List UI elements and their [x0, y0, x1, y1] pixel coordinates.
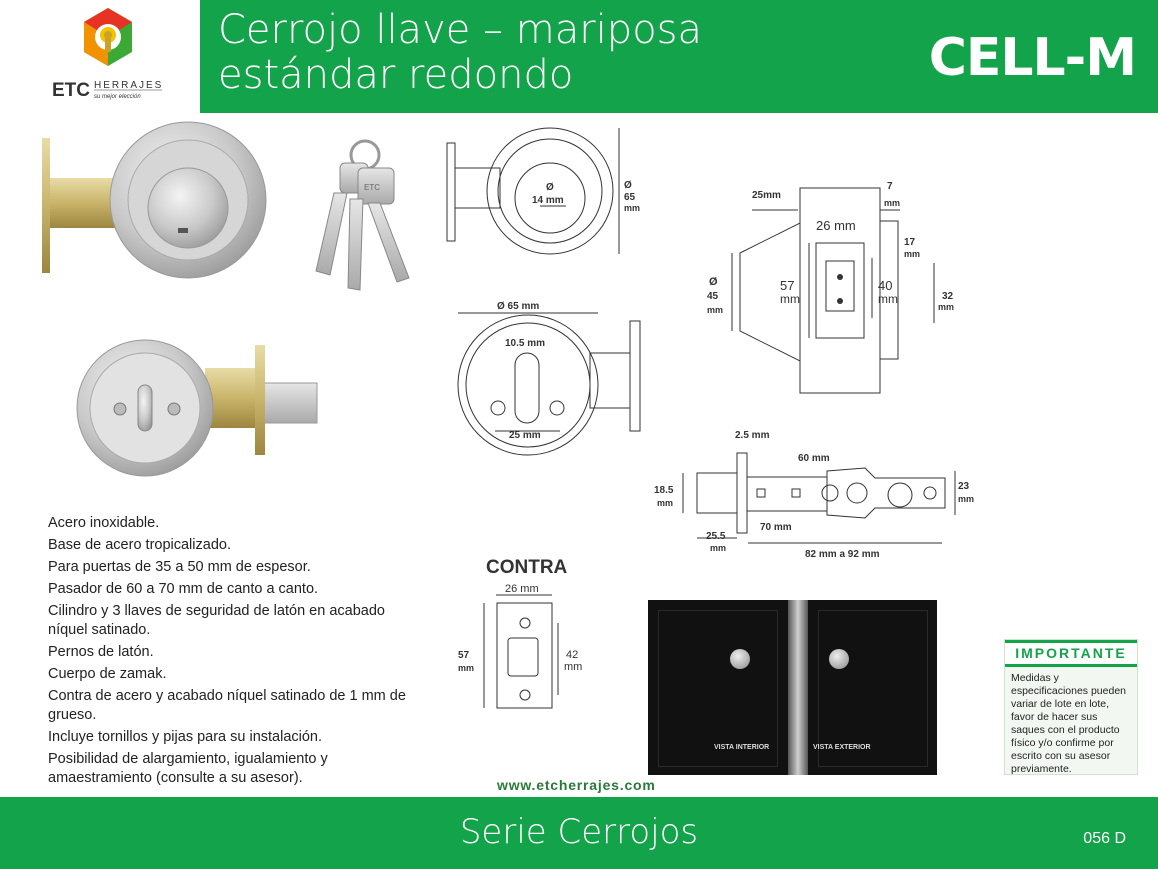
logo-area	[0, 0, 200, 113]
contra-42: 42	[566, 649, 579, 661]
side-7-mm: mm	[884, 198, 901, 208]
website-link[interactable]: www.etcherrajes.com	[497, 777, 656, 793]
feature-list	[48, 514, 428, 791]
contra-26: 26 mm	[505, 583, 539, 595]
side-40-mm: mm	[878, 292, 898, 306]
side-25mm: 25mm	[752, 190, 781, 201]
page-number: 056 D	[1083, 830, 1126, 847]
important-notice	[1004, 639, 1138, 775]
contra-57: 57	[458, 650, 470, 661]
side-hole-2	[837, 298, 843, 304]
side-45: 45	[707, 291, 719, 302]
feature-item: Contra de acero y acabado níquel satinado de 1 mm de grueso.	[48, 688, 406, 723]
feature-item: Acero inoxidable.	[48, 515, 160, 531]
bolt-2-5: 2.5 mm	[735, 430, 770, 441]
front-inner-14: 14 mm	[532, 195, 564, 206]
door-photo	[648, 600, 937, 775]
contra-title: CONTRA	[486, 557, 568, 578]
feature-item: Pasador de 60 a 70 mm de canto a canto.	[48, 581, 319, 597]
logo-sub: HERRAJES	[94, 80, 164, 91]
front-65-mm: mm	[624, 203, 641, 213]
feature-item: Base de acero tropicalizado.	[48, 537, 231, 553]
logo-tagline: su mejor elección	[94, 94, 141, 100]
title-line-1: Cerrojo llave – mariposa	[218, 7, 703, 53]
bolt-18-5-mm: mm	[657, 498, 674, 508]
bolt-82-92: 82 mm a 92 mm	[805, 549, 880, 560]
side-26mm: 26 mm	[816, 218, 856, 233]
product-code: CELL-M	[928, 28, 1136, 88]
contra-57-mm: mm	[458, 663, 475, 673]
front-inner-diameter: Ø	[546, 182, 554, 193]
feature-item: Para puertas de 35 a 50 mm de espesor.	[48, 559, 311, 575]
key-brand: ETC	[364, 183, 380, 192]
bolt-23: 23	[958, 481, 970, 492]
back-25: 25 mm	[509, 430, 541, 441]
front-diameter-symbol: Ø	[624, 180, 632, 191]
door-label-exterior: VISTA EXTERIOR	[813, 744, 871, 751]
keys-photo	[316, 141, 409, 290]
side-hole-1	[837, 274, 843, 280]
bolt-23-mm: mm	[958, 494, 975, 504]
etc-logo	[0, 0, 200, 113]
side-phi: Ø	[709, 276, 718, 288]
feature-item: Pernos de latón.	[48, 644, 154, 660]
front-view-drawing	[447, 128, 619, 254]
bolt-25-5-mm: mm	[710, 543, 727, 553]
bolt-drawing	[683, 453, 955, 543]
side-57-mm: mm	[780, 292, 800, 306]
back-view-drawing	[458, 313, 640, 455]
page-title	[218, 8, 702, 98]
feature-item: Cilindro y 3 llaves de seguridad de latón en acabado níquel satinado.	[48, 603, 385, 638]
contra-42-mm: mm	[564, 661, 583, 673]
deadbolt-back-photo	[77, 340, 317, 476]
side-7: 7	[887, 181, 893, 192]
deadbolt-front-photo	[42, 122, 266, 278]
important-body: Medidas y especificaciones pueden variar de lote en lote, favor de hacer sus saques con el producto físico y/o confirme por escrito con su asesor previamente.	[1011, 672, 1126, 775]
front-65: 65	[624, 192, 636, 203]
door-interior-knob	[730, 649, 750, 669]
side-57: 57	[780, 278, 795, 293]
important-heading: IMPORTANTE	[1005, 640, 1137, 667]
side-17: 17	[904, 237, 916, 248]
side-32-mm: mm	[938, 302, 955, 312]
bolt-70: 70 mm	[760, 522, 792, 533]
title-line-2: estándar redondo	[218, 52, 574, 98]
contra-drawing	[484, 595, 558, 708]
bolt-60: 60 mm	[798, 453, 830, 464]
side-17-mm: mm	[904, 249, 921, 259]
back-10-5: 10.5 mm	[505, 338, 546, 349]
side-45-mm: mm	[707, 305, 724, 315]
feature-item: Cuerpo de zamak.	[48, 666, 167, 682]
bolt-18-5: 18.5	[654, 485, 674, 496]
side-40: 40	[878, 278, 893, 293]
series-title: Serie Cerrojos	[459, 812, 699, 852]
door-label-interior: VISTA INTERIOR	[714, 744, 770, 751]
feature-item: Incluye tornillos y pijas para su instalación.	[48, 729, 323, 745]
side-32: 32	[942, 291, 954, 302]
logo-brand: ETC	[52, 80, 90, 101]
feature-item: Posibilidad de alargamiento, igualamiento y amaestramiento (consulte a su asesor).	[48, 751, 328, 786]
bolt-25-5: 25.5	[706, 531, 726, 542]
door-exterior-knob	[829, 649, 849, 669]
back-diameter: Ø 65 mm	[497, 301, 540, 312]
